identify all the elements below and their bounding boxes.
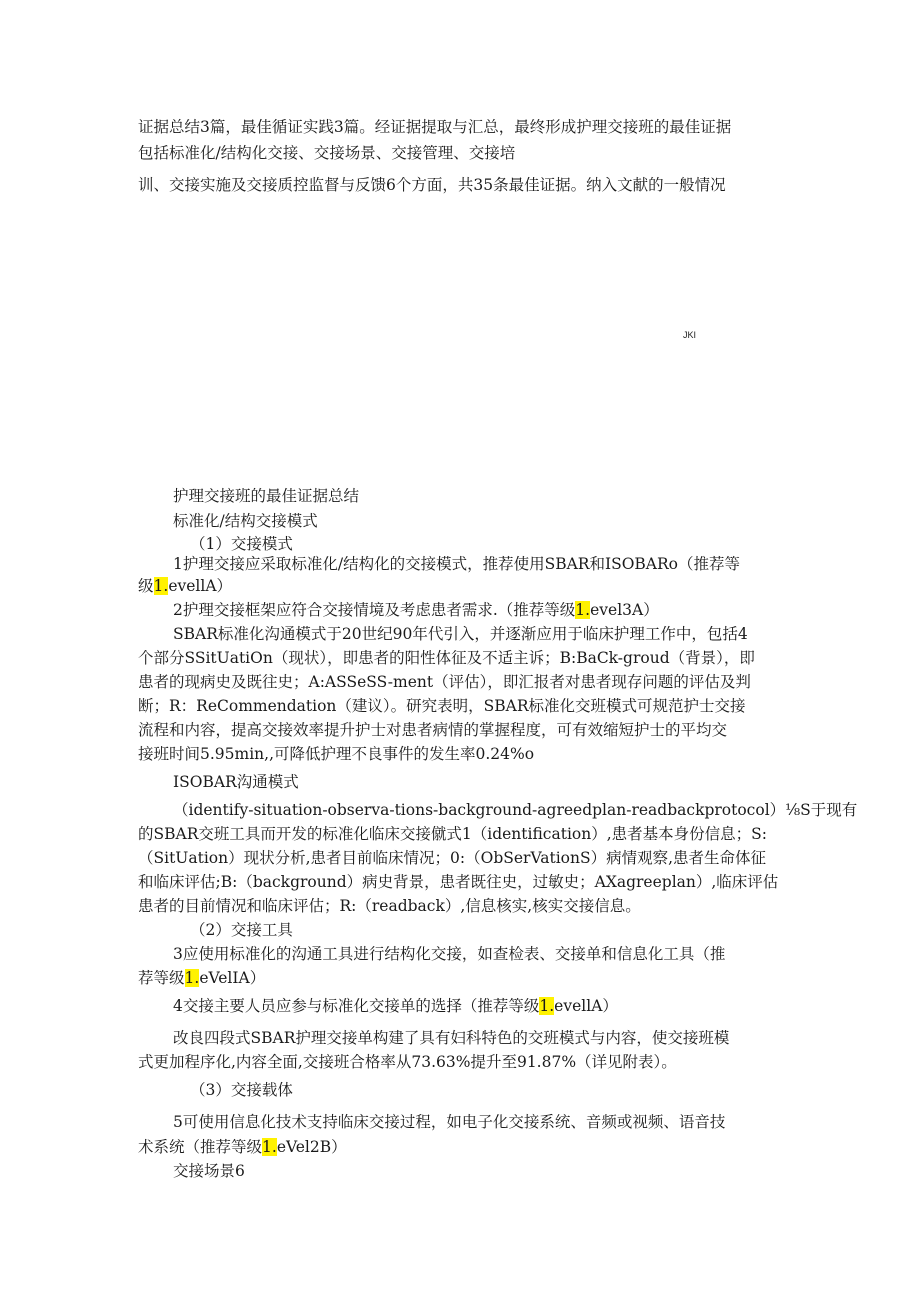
subsection-heading-scenario: 交接场景6 [173, 1162, 245, 1180]
sbar-paragraph-line-2: 个部分SSitUatiOn（现状），即患者的阳性体征及不适主诉；B:BaCk-groud（背景），即 [138, 649, 755, 667]
figure-label: JKI [683, 330, 697, 340]
text-segment: 术系统（推荐等级 [138, 1138, 263, 1156]
subsection-heading-tools: （2）交接工具 [190, 921, 293, 939]
isobar-paragraph-line-1: （identify-situation-observa-tions-background-agreedplan-readbackprotocol）⅛S于现有 [173, 801, 858, 819]
highlight-mark: 1. [575, 601, 591, 619]
sbar-paragraph-line-3: 患者的现病史及既往史；A:ASSeSS-ment（评估），即汇报者对患者现存问题的评估及判 [138, 673, 751, 691]
evidence-item-4 [173, 995, 618, 1017]
subsection-heading-carrier: （3）交接载体 [190, 1081, 293, 1099]
text-segment: 2护理交接框架应符合交接情境及考虑患者需求.（推荐等级 [173, 601, 576, 619]
text-segment: evel3A） [590, 601, 659, 619]
text-segment: 4交接主要人员应参与标准化交接单的选择（推荐等级 [173, 997, 540, 1015]
isobar-heading: ISOBAR沟通模式 [173, 773, 299, 791]
text-segment: eVel2B） [276, 1138, 347, 1156]
sbar-paragraph-line-4: 断；R：ReCommendation（建议）。研究表明，SBAR标准化交班模式可规范护士交接 [138, 697, 746, 715]
text-segment: 级 [138, 577, 154, 595]
evidence-item-1-line-2 [138, 575, 232, 597]
evidence-item-5-line-2 [138, 1136, 347, 1158]
intro-line-2: 包括标准化/结构化交接、交接场景、交接管理、交接培 [138, 144, 516, 162]
subsection-heading-standardized: 标准化/结构交接模式 [173, 512, 318, 530]
intro-line-1: 证据总结3篇，最佳循证实践3篇。经证据提取与汇总，最终形成护理交接班的最佳证据 [138, 118, 732, 136]
evidence-item-2 [173, 599, 659, 621]
isobar-paragraph-line-3: （SitUation）现状分析,患者目前临床情况；0:（ObSerVationS）病情观察,患者生命体征 [138, 849, 767, 867]
sbar-paragraph-line-1: SBAR标准化沟通模式于20世纪90年代引入，并逐渐应用于临床护理工作中，包括4 [173, 625, 748, 643]
text-segment: evellA） [168, 577, 233, 595]
sbar-paragraph-line-6: 接班时间5.95min,,可降低护理不良事件的发生率0.24%o [138, 745, 535, 763]
highlight-mark: 1. [262, 1138, 277, 1156]
subsection-heading-mode: （1）交接模式 [190, 535, 293, 553]
highlight-mark: 1. [539, 997, 555, 1015]
isobar-paragraph-line-2: 的SBAR交班工具而开发的标准化临床交接僦式1（identification）,患者基本身份信息；S: [138, 825, 767, 843]
highlight-mark: 1. [153, 577, 169, 595]
intro-line-3: 训、交接实施及交接质控监督与反馈6个方面，共35条最佳证据。纳入文献的一般情况 [138, 176, 726, 194]
evidence-item-5-line-1: 5可使用信息化技术支持临床交接过程，如电子化交接系统、音频或视频、语音技 [173, 1113, 726, 1131]
isobar-paragraph-line-4: 和临床评估;B:（background）病史背景，患者既往史，过敏史；AXagreeplan）,临床评估 [138, 873, 779, 891]
section-title: 护理交接班的最佳证据总结 [173, 487, 360, 505]
improved-sbar-paragraph-line-2: 式更加程序化,内容全面,交接班合格率从73.63%提升至91.87%（详见附表）。 [138, 1053, 677, 1071]
evidence-item-1-line-1: 1护理交接应采取标准化/结构化的交接模式，推荐使用SBAR和ISOBARo（推荐等 [173, 555, 740, 573]
evidence-item-3-line-1: 3应使用标准化的沟通工具进行结构化交接，如查检表、交接单和信息化工具（推 [173, 945, 726, 963]
highlight-mark: 1. [184, 969, 200, 987]
isobar-paragraph-line-5: 患者的目前情况和临床评估；R:（readback）,信息核实,核实交接信息。 [138, 897, 641, 915]
text-segment: evellA） [554, 997, 618, 1015]
text-segment: 荐等级 [138, 969, 185, 987]
improved-sbar-paragraph-line-1: 改良四段式SBAR护理交接单构建了具有妇科特色的交班模式与内容，使交接班模 [173, 1029, 730, 1047]
sbar-paragraph-line-5: 流程和内容，提高交接效率提升护士对患者病情的掌握程度，可有效缩短护士的平均交 [138, 721, 728, 739]
text-segment: eVelIA） [199, 969, 266, 987]
evidence-item-3-line-2 [138, 967, 265, 989]
